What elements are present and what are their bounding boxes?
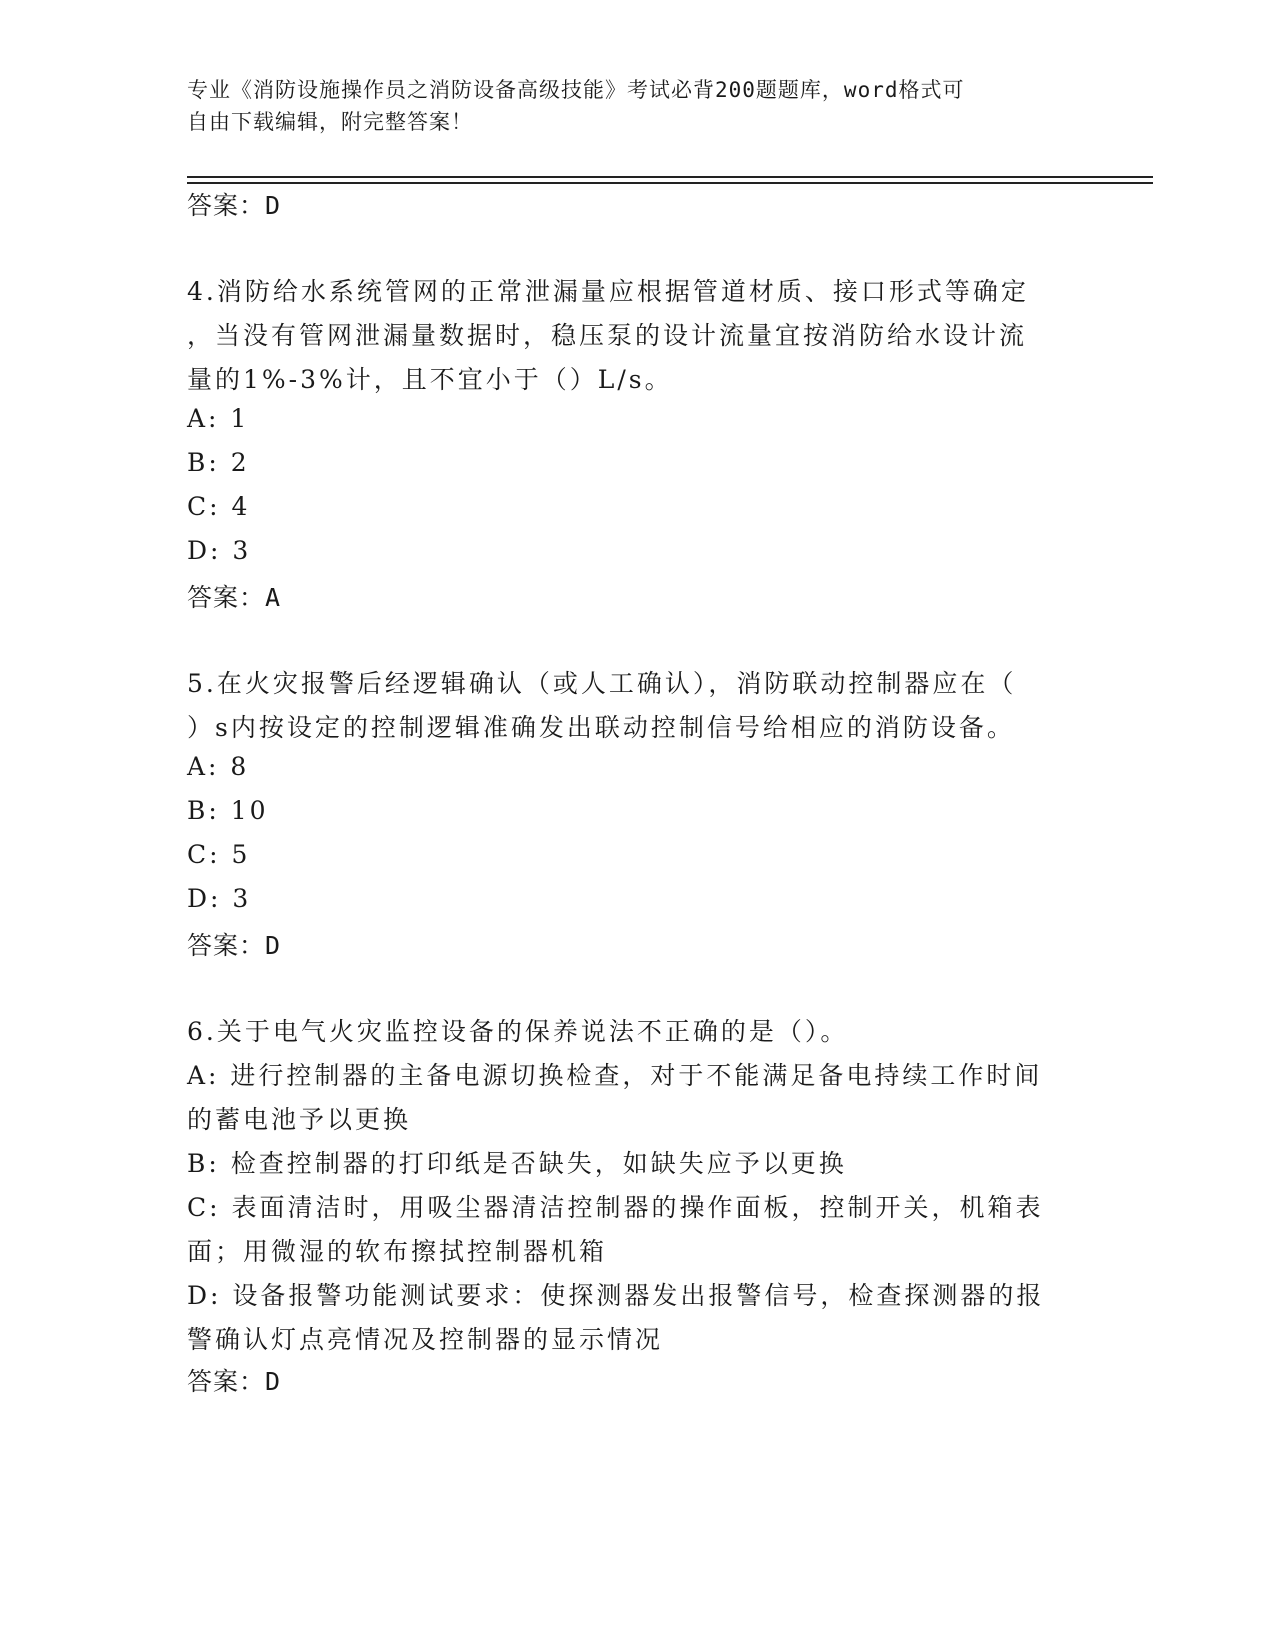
q5-option-d: D: 3 — [187, 884, 252, 913]
q5-answer: 答案：D — [187, 931, 282, 960]
header-rule-top — [187, 176, 1153, 178]
document-header — [187, 74, 1087, 138]
q5-option-b: B: 10 — [187, 796, 269, 825]
previous-answer: 答案：D — [187, 191, 282, 220]
q4-option-d: D: 3 — [187, 536, 252, 565]
q5-text-line-1: 5.在火灾报警后经逻辑确认（或人工确认），消防联动控制器应在（ — [187, 669, 1017, 698]
q6-option-a-line-2: 的蓄电池予以更换 — [187, 1105, 412, 1134]
q4-text-line-3: 量的1%-3%计，且不宜小于（）L/s。 — [187, 365, 673, 394]
q6-option-d-line-2: 警确认灯点亮情况及控制器的显示情况 — [187, 1325, 664, 1354]
q5-text-line-2: ）s内按设定的控制逻辑准确发出联动控制信号给相应的消防设备。 — [187, 713, 1015, 742]
q4-option-c: C: 4 — [187, 492, 251, 521]
q5-option-c: C: 5 — [187, 840, 251, 869]
q6-option-d-line-1: D: 设备报警功能测试要求：使探测器发出报警信号，检查探测器的报 — [187, 1281, 1045, 1310]
q6-option-b: B: 检查控制器的打印纸是否缺失，如缺失应予以更换 — [187, 1149, 847, 1178]
header-line-2: 自由下载编辑，附完整答案！ — [187, 110, 473, 134]
q4-text-line-2: ，当没有管网泄漏量数据时，稳压泵的设计流量宜按消防给水设计流 — [187, 321, 1028, 350]
q4-text-line-1: 4.消防给水系统管网的正常泄漏量应根据管道材质、接口形式等确定 — [187, 277, 1029, 306]
q6-option-c-line-2: 面；用微湿的软布擦拭控制器机箱 — [187, 1237, 608, 1266]
q6-option-a-line-1: A: 进行控制器的主备电源切换检查，对于不能满足备电持续工作时间 — [187, 1061, 1043, 1090]
q4-answer: 答案：A — [187, 583, 282, 612]
header-rule-bottom — [187, 182, 1153, 184]
header-line-1: 专业《消防设施操作员之消防设备高级技能》考试必背200题题库，word格式可 — [187, 78, 965, 102]
q5-option-a: A: 8 — [187, 752, 250, 781]
q4-option-b: B: 2 — [187, 448, 250, 477]
q6-option-c-line-1: C: 表面清洁时，用吸尘器清洁控制器的操作面板，控制开关，机箱表 — [187, 1193, 1044, 1222]
q6-text-line-1: 6.关于电气火灾监控设备的保养说法不正确的是（）。 — [187, 1017, 849, 1046]
q6-answer: 答案：D — [187, 1367, 282, 1396]
q4-option-a: A: 1 — [187, 404, 250, 433]
